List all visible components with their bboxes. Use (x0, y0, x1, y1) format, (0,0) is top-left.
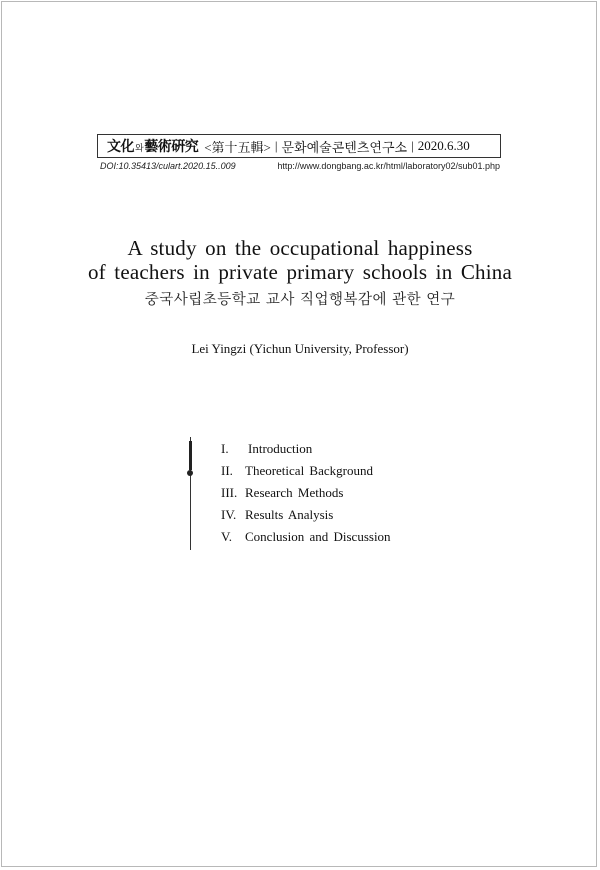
toc-divider-bar (189, 441, 192, 470)
header-separator: | (411, 138, 414, 153)
toc-item-label: Results Analysis (245, 507, 334, 522)
toc-item-label: Conclusion and Discussion (245, 529, 391, 544)
journal-header-box (97, 134, 501, 158)
journal-publisher: 문화예술콘텐츠연구소 (281, 139, 408, 155)
table-of-contents (221, 441, 391, 551)
journal-date: 2020.6.30 (417, 138, 470, 153)
toc-item-label: Theoretical Background (245, 463, 373, 478)
paper-title-korean: 중국사립초등학교 교사 직업행복감에 관한 연구 (144, 292, 456, 308)
journal-logo: 文化와藝術硏究 (107, 139, 199, 155)
toc-item-number: V. (221, 529, 232, 544)
toc-item (221, 441, 391, 463)
toc-item-number: IV. (221, 507, 237, 522)
toc-item-label: Introduction (248, 441, 313, 456)
toc-item (221, 463, 391, 485)
author-line: Lei Yingzi (Yichun University, Professor) (191, 341, 409, 356)
toc-item-number: I. (221, 441, 229, 456)
toc-item (221, 529, 391, 551)
page-border (1, 1, 597, 867)
toc-item (221, 485, 391, 507)
header-separator: | (274, 138, 278, 153)
toc-divider-dot (187, 470, 193, 476)
journal-issue: <第十五輯> (204, 139, 271, 155)
paper-title-line-2: of teachers in private primary schools in China (87, 260, 513, 284)
toc-item-number: III. (221, 485, 238, 500)
toc-item-label: Research Methods (245, 485, 344, 500)
journal-url: http://www.dongbang.ac.kr/html/laboratory02/sub01.php (277, 161, 500, 171)
doi-text: DOI:10.35413/culart.2020.15..009 (100, 161, 236, 171)
paper-title-line-1: A study on the occupational happiness (127, 236, 473, 260)
toc-item-number: II. (221, 463, 233, 478)
toc-item (221, 507, 391, 529)
